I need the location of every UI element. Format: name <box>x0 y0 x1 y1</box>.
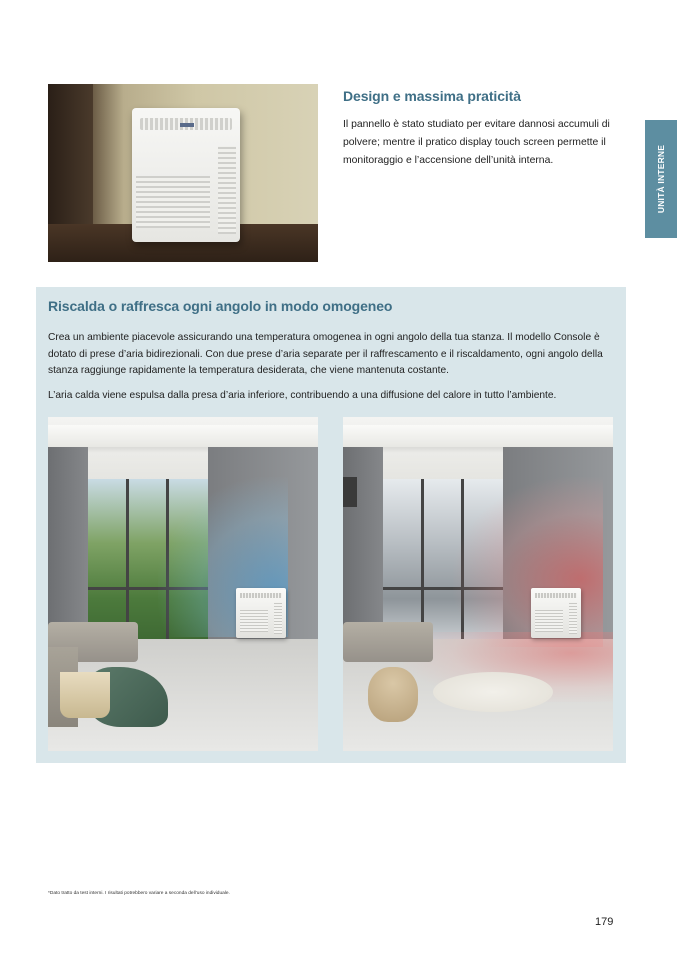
touch-display <box>180 123 194 127</box>
side-vent <box>218 146 236 234</box>
panel-paragraph-2: L’aria calda viene espulsa dalla presa d’aria inferiore, contribuendo a una diffusione del calore in tutto l’ambiente. <box>48 390 557 401</box>
ceiling-beam <box>343 425 613 447</box>
front-vent <box>535 610 563 632</box>
design-description: Il pannello è stato studiato per evitare dannosi accumuli di polvere; mentre il pratico display touch screen permette il monitoraggio e l’accensione dell’unità interna. <box>343 119 610 166</box>
rug <box>433 672 553 712</box>
wall-frame <box>343 477 357 507</box>
page-number: 179 <box>595 916 614 928</box>
panel-paragraph-1: Crea un ambiente piacevole assicurando una temperatura omogenea in ogni angolo della tua stanza. Il modello Console è dotato di prese d’aria bidirezionali. Con due prese d’aria separate per il raffrescamento e il riscaldamento, ogni angolo della stanza raggiunge rapidamente la temperatura desiderata, che viene mantenuta costante. <box>48 332 603 376</box>
console-air-conditioner <box>132 108 240 242</box>
side-vent <box>274 602 282 634</box>
side-vent <box>569 602 577 634</box>
top-vent <box>240 593 282 598</box>
console-air-conditioner <box>236 588 286 638</box>
panel-heading: Riscalda o raffresca ogni angolo in modo omogeneo <box>48 298 393 314</box>
console-air-conditioner <box>531 588 581 638</box>
front-vent <box>240 610 268 632</box>
top-vent <box>535 593 577 598</box>
cooling-room-photo <box>48 417 318 751</box>
section-tab <box>645 120 677 238</box>
ceiling-beam <box>48 425 318 447</box>
window-mullion <box>421 479 424 639</box>
design-heading: Design e massima praticità <box>343 88 521 104</box>
teddy-bear <box>368 667 418 722</box>
console-unit-photo <box>48 84 318 262</box>
window-mullion <box>126 479 129 639</box>
section-tab-label: UNITÀ INTERNE <box>656 144 666 214</box>
heating-room-photo <box>343 417 613 751</box>
basket <box>60 672 110 718</box>
sofa <box>343 622 433 662</box>
footnote: *Dato tratto da test interni. I risultati potrebbero variare a seconda dell’uso individuale. <box>48 891 230 896</box>
left-wall <box>48 447 88 647</box>
bottom-vent <box>136 176 210 228</box>
